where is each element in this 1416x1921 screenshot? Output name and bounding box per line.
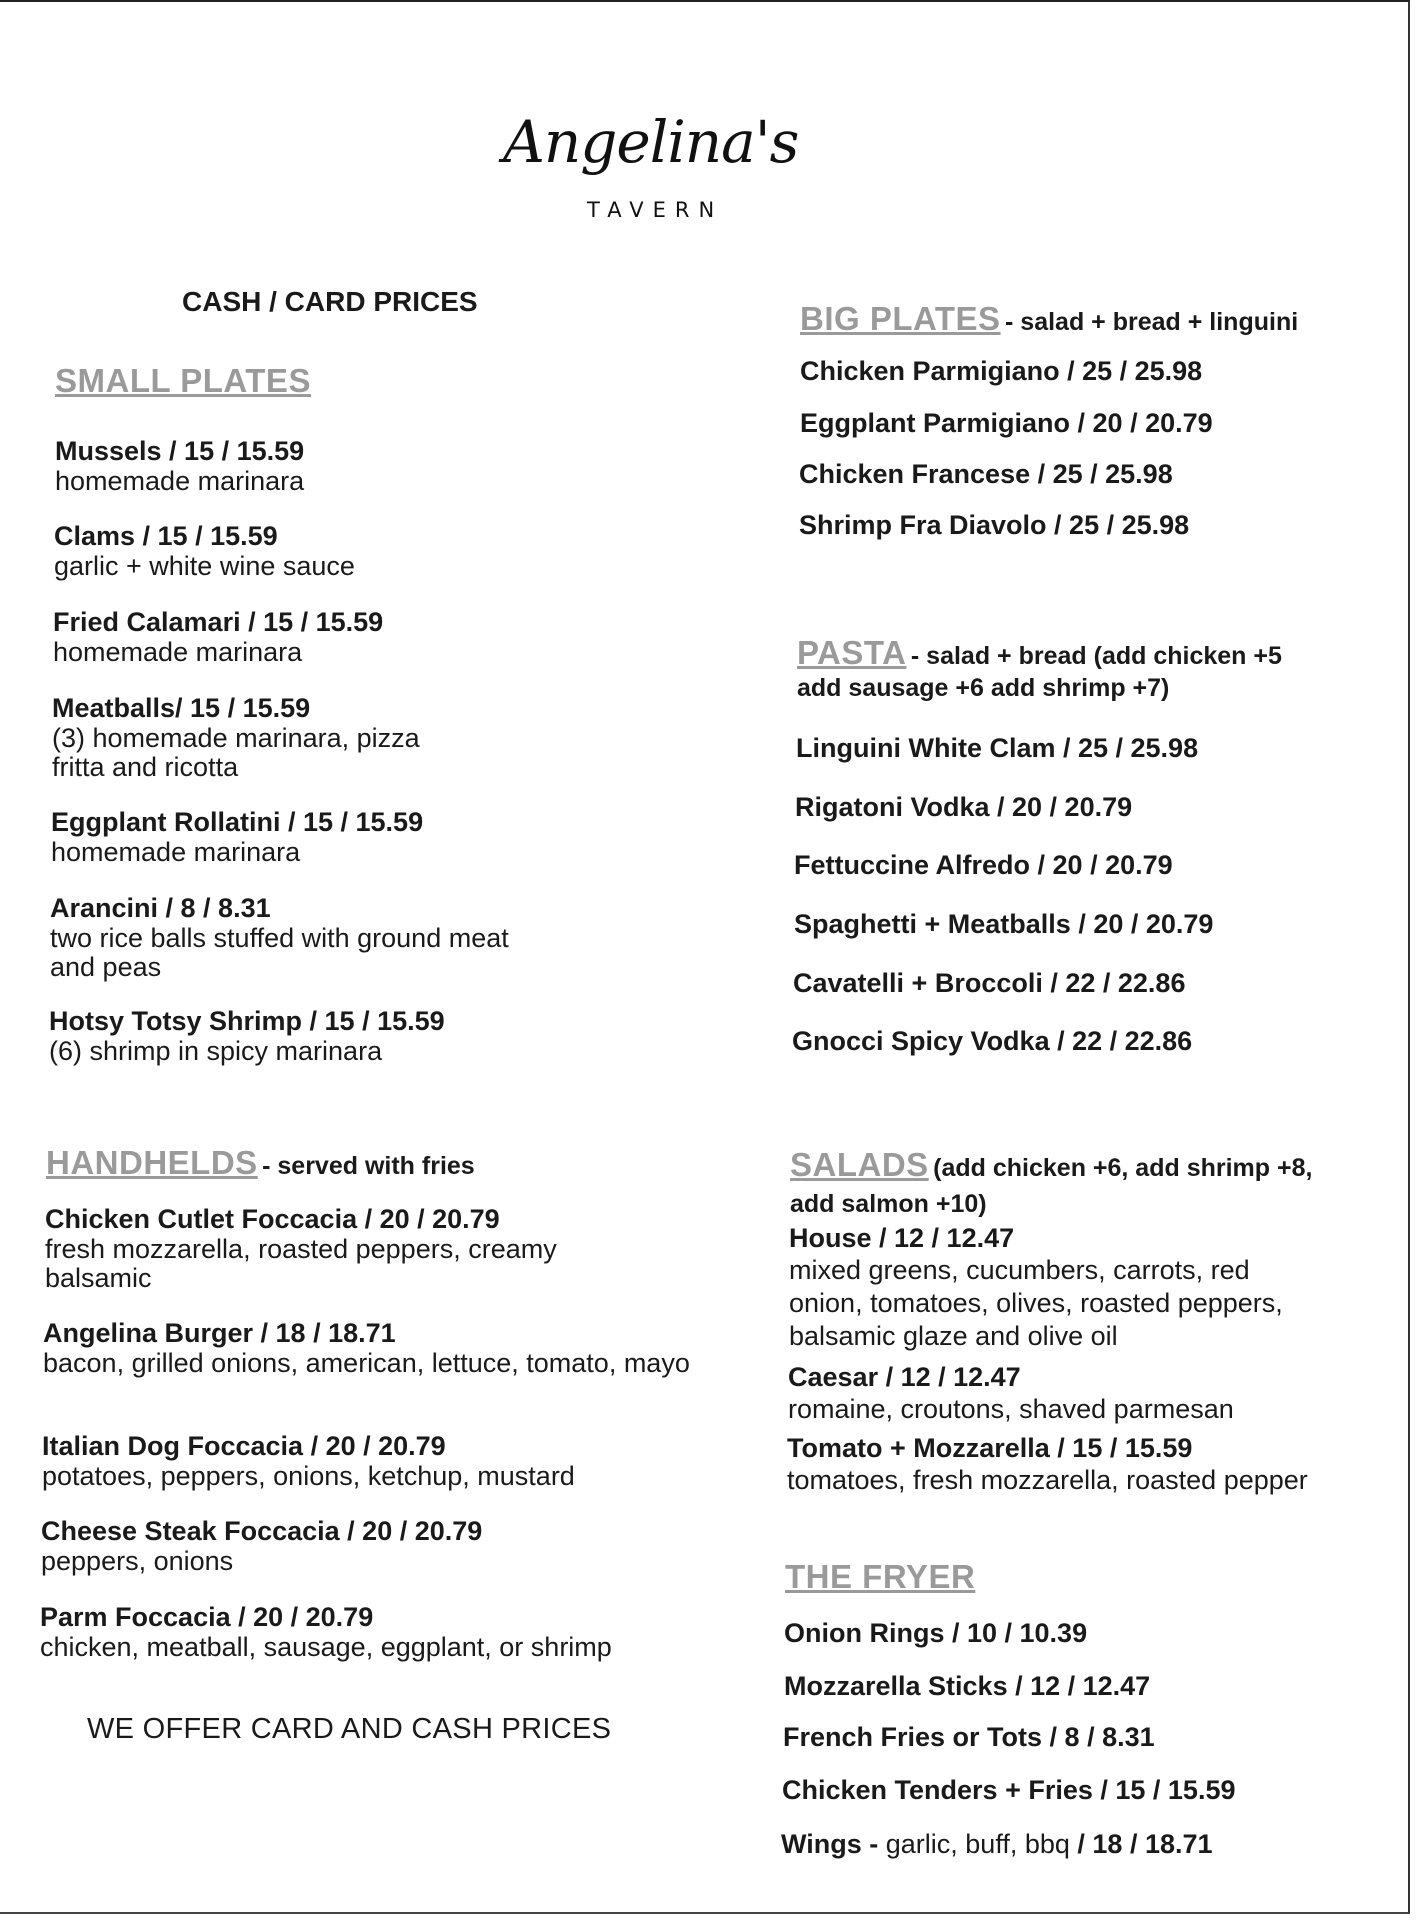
menu-item [50,893,520,982]
item-name: Hotsy Totsy Shrimp / 15 / 15.59 [49,1006,445,1036]
item-name: Fried Calamari / 15 / 15.59 [53,607,384,637]
item-name: Angelina Burger / 18 / 18.71 [43,1318,396,1348]
fryer-title: THE FRYER [785,1558,976,1595]
item-desc: romaine, croutons, shaved parmesan [788,1394,1234,1424]
menu-item [51,807,671,867]
big-plates-note: - salad + bread + linguini [1005,308,1299,336]
wings-price: / 18 / 18.71 [1077,1829,1213,1859]
small-plates-title: SMALL PLATES [55,362,311,399]
menu-item [55,436,675,496]
item-desc: tomatoes, fresh mozzarella, roasted pepper [787,1465,1308,1495]
item-desc: bacon, grilled onions, american, lettuce, tomato, mayo [43,1348,690,1378]
item-name: Parm Foccacia / 20 / 20.79 [40,1602,374,1632]
menu-item [787,1433,1407,1497]
logo [495,100,799,230]
item-name: Mussels / 15 / 15.59 [55,436,305,466]
handhelds-note: - served with fries [262,1152,475,1180]
menu-item: Onion Rings / 10 / 10.39 [784,1618,1088,1648]
wings-name: Wings - [781,1829,879,1859]
salads-title: SALADS [790,1146,929,1183]
logo-subtitle: TAVERN [587,198,724,222]
item-desc: garlic + white wine sauce [54,551,355,581]
item-desc: fresh mozzarella, roasted peppers, creamy balsamic [45,1234,557,1293]
item-name: Italian Dog Foccacia / 20 / 20.79 [42,1431,446,1461]
menu-item [788,1362,1408,1426]
menu-item [45,1204,655,1293]
pasta-note: - salad + bread (add chicken +5 [910,642,1282,670]
item-name: Arancini / 8 / 8.31 [50,893,271,923]
pasta-note-line2: add sausage +6 add shrimp +7) [797,674,1170,702]
item-desc: two rice balls stuffed with ground meat and peas [50,923,509,982]
big-plates-heading [800,300,1298,338]
menu-item [54,521,674,581]
menu-item: Rigatoni Vodka / 20 / 20.79 [795,792,1133,822]
menu-item: Chicken Francese / 25 / 25.98 [799,459,1173,489]
menu-item [49,1006,669,1066]
menu-item: Chicken Tenders + Fries / 15 / 15.59 [782,1775,1236,1805]
salads-note-line2: add salmon +10) [790,1190,987,1218]
menu-item [53,607,673,667]
menu-item: Shrimp Fra Diavolo / 25 / 25.98 [799,510,1190,540]
item-name: Cheese Steak Foccacia / 20 / 20.79 [41,1516,483,1546]
menu-item: Mozzarella Sticks / 12 / 12.47 [784,1671,1151,1701]
menu-item [789,1223,1329,1353]
salads-note: (add chicken +6, add shrimp +8, [933,1154,1313,1182]
menu-item [43,1318,703,1378]
pasta-heading [797,634,1282,672]
big-plates-title: BIG PLATES [800,300,1001,337]
menu-item: French Fries or Tots / 8 / 8.31 [783,1722,1155,1752]
handhelds-heading [46,1144,475,1182]
salads-heading [790,1146,1312,1184]
item-name: Caesar / 12 / 12.47 [788,1362,1021,1392]
footer-note: WE OFFER CARD AND CASH PRICES [87,1713,612,1745]
item-desc: homemade marinara [51,837,301,867]
menu-item [40,1602,760,1662]
logo-script: Angelina's [503,108,799,176]
item-desc: peppers, onions [41,1546,234,1576]
menu-item: Spaghetti + Meatballs / 20 / 20.79 [794,909,1214,939]
prices-title: CASH / CARD PRICES [182,286,478,317]
item-name: Clams / 15 / 15.59 [54,521,278,551]
pasta-title: PASTA [797,634,907,671]
handhelds-title: HANDHELDS [46,1144,258,1181]
item-name: Chicken Cutlet Foccacia / 20 / 20.79 [45,1204,500,1234]
menu-item: Cavatelli + Broccoli / 22 / 22.86 [793,968,1186,998]
menu-item-wings [781,1829,1213,1860]
menu-item: Eggplant Parmigiano / 20 / 20.79 [800,408,1213,438]
wings-desc: garlic, buff, bbq [885,1829,1070,1859]
item-name: Meatballs/ 15 / 15.59 [52,693,311,723]
item-desc: homemade marinara [55,466,305,496]
item-desc: homemade marinara [53,637,303,667]
item-desc: potatoes, peppers, onions, ketchup, mustard [42,1461,575,1491]
item-name: Eggplant Rollatini / 15 / 15.59 [51,807,424,837]
menu-item: Chicken Parmigiano / 25 / 25.98 [800,356,1203,386]
item-desc: mixed greens, cucumbers, carrots, red onion, tomatoes, olives, roasted peppers, balsamic glaze and olive oil [789,1255,1283,1351]
item-desc: chicken, meatball, sausage, eggplant, or shrimp [40,1632,612,1662]
item-desc: (3) homemade marinara, pizza fritta and ricotta [52,723,420,782]
item-name: House / 12 / 12.47 [789,1223,1015,1253]
item-desc: (6) shrimp in spicy marinara [49,1036,383,1066]
menu-item [52,693,432,782]
menu-item: Gnocci Spicy Vodka / 22 / 22.86 [792,1026,1193,1056]
menu-item: Fettuccine Alfredo / 20 / 20.79 [794,850,1173,880]
menu-item [41,1516,661,1576]
menu-item [42,1431,742,1491]
menu-item: Linguini White Clam / 25 / 25.98 [796,733,1199,763]
item-name: Tomato + Mozzarella / 15 / 15.59 [787,1433,1193,1463]
